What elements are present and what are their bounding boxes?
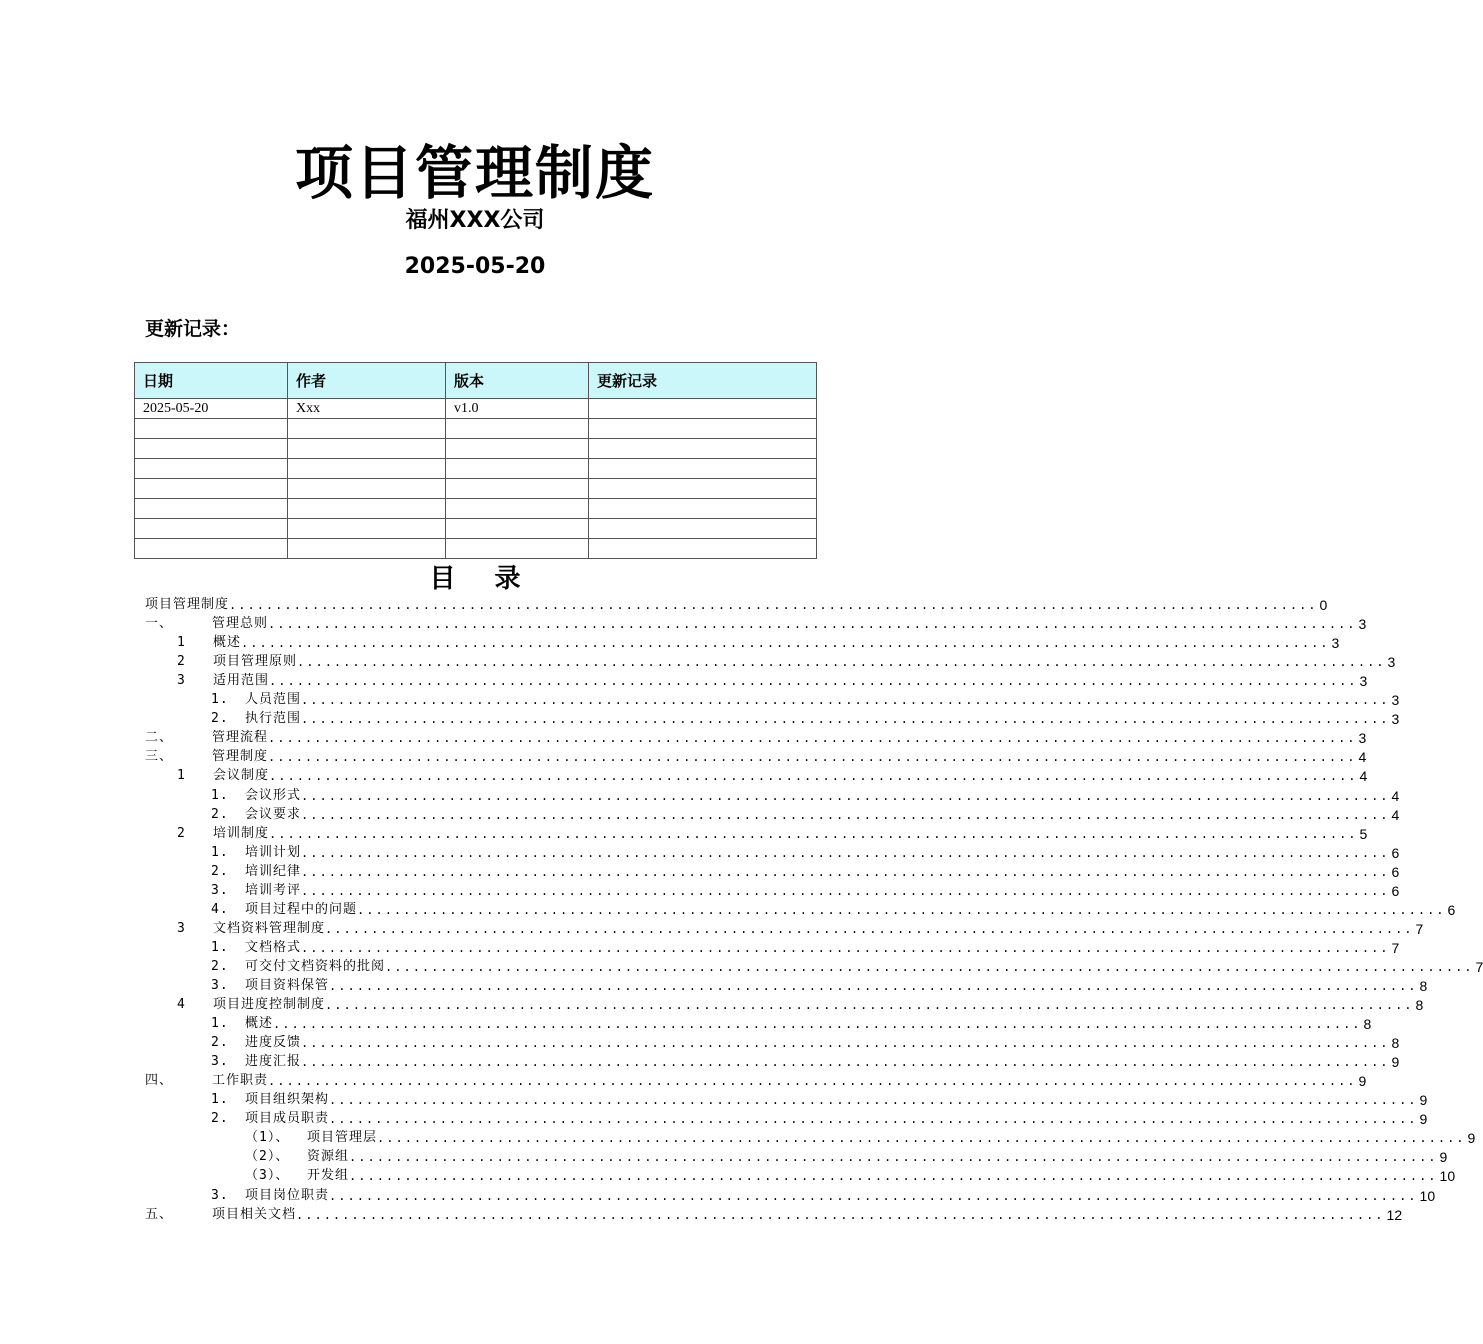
toc-entry-label: 项目资料保管: [245, 977, 330, 993]
toc-entry-page: 4: [1358, 749, 1367, 766]
toc-entry-label: 概述: [245, 1016, 274, 1032]
table-row: [135, 519, 817, 539]
toc-leader-dots: ......................................................................................................................: [325, 921, 1414, 936]
toc-entry[interactable]: [145, 1146, 1448, 1166]
toc-entry-number: 3.: [211, 1187, 229, 1203]
toc-entry-label: 文档资料管理制度: [213, 920, 326, 936]
table-row: [135, 459, 817, 479]
toc-entry-number: 4: [177, 997, 186, 1013]
table-cell: [288, 519, 446, 539]
toc-leader-dots: ......................................................................................................................: [301, 1036, 1390, 1051]
table-cell: [288, 479, 446, 499]
toc-entry-page: 3: [1391, 692, 1400, 709]
toc-leader-dots: ......................................................................................................................: [296, 1207, 1385, 1222]
toc-entry[interactable]: [145, 842, 1400, 861]
toc-entry[interactable]: [145, 1108, 1428, 1128]
toc-leader-dots: ......................................................................................................................: [377, 1131, 1466, 1146]
toc-entry-label: 项目成员职责: [245, 1111, 330, 1127]
toc-entry-label: 工作职责: [212, 1073, 269, 1089]
toc-entry[interactable]: [145, 1051, 1400, 1071]
toc-leader-dots: ......................................................................................................................: [241, 636, 1330, 651]
toc-entry-page: 3: [1358, 616, 1367, 633]
toc-entry-number: 1.: [211, 787, 229, 803]
table-cell: [589, 479, 817, 499]
table-cell: v1.0: [446, 399, 589, 419]
toc-entry-label: 进度汇报: [245, 1054, 302, 1070]
toc-entry-page: 6: [1391, 844, 1400, 861]
toc-entry[interactable]: [145, 861, 1400, 880]
toc-entry-page: 3: [1358, 730, 1367, 747]
table-cell: [446, 519, 589, 539]
toc-entry-page: 3: [1387, 654, 1396, 671]
toc-leader-dots: ......................................................................................................................: [349, 1150, 1438, 1165]
toc-title: 目 录: [429, 564, 521, 594]
toc-entry-number: 四、: [145, 1073, 174, 1089]
toc-leader-dots: ......................................................................................................................: [268, 617, 1357, 632]
toc-entry-number: 1.: [211, 939, 229, 955]
toc-entry[interactable]: [145, 670, 1368, 690]
table-cell: [288, 439, 446, 459]
toc-entry-page: 10: [1419, 1187, 1436, 1204]
toc-entry[interactable]: [145, 937, 1400, 956]
toc-entry-label: 培训考评: [245, 882, 302, 898]
toc-entry-number: 三、: [145, 749, 174, 765]
toc-entry-number: 1.: [211, 692, 229, 708]
table-cell: [288, 459, 446, 479]
toc-entry[interactable]: [145, 994, 1424, 1014]
toc-entry-number: 1: [177, 635, 186, 651]
toc-entry-page: 7: [1391, 939, 1400, 956]
toc-entry[interactable]: [145, 1127, 1476, 1147]
table-cell: [135, 539, 288, 559]
toc-entry[interactable]: [145, 880, 1400, 899]
toc-entry[interactable]: [145, 689, 1400, 709]
toc-entry-page: 4: [1359, 768, 1368, 785]
toc-entry-page: 10: [1439, 1168, 1456, 1185]
table-header-row: [135, 363, 817, 399]
toc-entry[interactable]: [145, 1184, 1436, 1204]
toc-entry-label: 概述: [213, 635, 242, 651]
table-cell: [446, 539, 589, 559]
toc-entry[interactable]: [145, 708, 1400, 728]
toc-leader-dots: ......................................................................................................................: [385, 959, 1474, 974]
table-cell: Xxx: [288, 399, 446, 419]
toc-leader-dots: ......................................................................................................................: [329, 1112, 1418, 1127]
toc-entry-number: 1.: [211, 1016, 229, 1032]
toc-entry-label: 培训纪律: [245, 863, 302, 879]
company-name: 福州XXX公司: [405, 208, 545, 233]
toc-entry-page: 9: [1439, 1149, 1448, 1166]
table-cell: 2025-05-20: [135, 399, 288, 419]
toc-leader-dots: ......................................................................................................................: [329, 978, 1418, 993]
update-record-heading: 更新记录：: [145, 318, 241, 340]
toc-entry-label: 项目管理层: [307, 1130, 378, 1146]
toc-entry-page: 3: [1359, 673, 1368, 690]
toc-entry-number: 一、: [145, 616, 174, 632]
toc-entry-label: 项目岗位职责: [245, 1187, 330, 1203]
toc-leader-dots: ......................................................................................................................: [268, 750, 1357, 765]
toc-entry-page: 6: [1391, 882, 1400, 899]
table-row: [135, 439, 817, 459]
toc-entry-label: 执行范围: [245, 711, 302, 727]
toc-entry-page: 12: [1386, 1206, 1403, 1223]
toc-leader-dots: ......................................................................................................................: [357, 902, 1446, 917]
table-cell: [135, 419, 288, 439]
table-cell: [589, 459, 817, 479]
toc-entry-page: 4: [1391, 787, 1400, 804]
table-cell: [589, 439, 817, 459]
table-cell: [135, 519, 288, 539]
toc-entry-page: 9: [1358, 1073, 1367, 1090]
toc-entry-page: 7: [1415, 920, 1424, 937]
toc-leader-dots: ......................................................................................................................: [229, 598, 1318, 613]
table-cell: [446, 439, 589, 459]
toc-entry-page: 4: [1391, 806, 1400, 823]
toc-entry-page: 9: [1419, 1092, 1428, 1109]
table-row: [135, 419, 817, 439]
toc-entry-number: 3.: [211, 977, 229, 993]
toc-entry-page: 9: [1419, 1111, 1428, 1128]
toc-entry[interactable]: [145, 975, 1428, 994]
toc-entry-label: 适用范围: [213, 673, 270, 689]
toc-entry-label: 文档格式: [245, 939, 302, 955]
toc-entry[interactable]: [145, 765, 1368, 785]
toc-entry-label: 项目过程中的问题: [245, 901, 358, 917]
toc-entry-number: 2: [177, 654, 186, 670]
toc-entry-number: 3: [177, 920, 186, 936]
toc-entry-number: 五、: [145, 1206, 174, 1222]
toc-entry-label: 进度反馈: [245, 1035, 302, 1051]
toc-leader-dots: ......................................................................................................................: [301, 788, 1390, 803]
toc-entry-number: 2: [177, 825, 186, 841]
table-cell: [288, 499, 446, 519]
document-title: 项目管理制度: [294, 139, 655, 207]
toc-entry-number: 2.: [211, 1111, 229, 1127]
table-row: [135, 499, 817, 519]
toc-entry-page: 0: [1319, 597, 1328, 614]
toc-entry[interactable]: [145, 784, 1400, 804]
toc-entry[interactable]: [145, 1070, 1367, 1090]
toc-entry-number: 二、: [145, 730, 174, 746]
toc-entry[interactable]: [145, 899, 1456, 918]
toc-entry-page: 7: [1475, 958, 1483, 975]
toc-entry-label: 管理总则: [212, 616, 269, 632]
table-row: [135, 399, 817, 419]
table-cell: [589, 419, 817, 439]
toc-entry-label: 可交付文档资料的批阅: [245, 958, 386, 974]
toc-entry-page: 5: [1359, 825, 1368, 842]
toc-entry-number: 3: [177, 673, 186, 689]
toc-entry-page: 8: [1391, 1035, 1400, 1052]
toc-entry-number: 3.: [211, 882, 229, 898]
toc-entry-number: （2）、: [245, 1149, 290, 1165]
toc-entry-label: 人员范围: [245, 692, 302, 708]
toc-entry-page: 8: [1363, 1016, 1372, 1033]
toc-entry[interactable]: [145, 746, 1367, 766]
column-header-date: 日期: [135, 363, 288, 399]
toc-leader-dots: ......................................................................................................................: [268, 1074, 1357, 1089]
table-cell: [589, 539, 817, 559]
table-cell: [446, 419, 589, 439]
table-cell: [135, 479, 288, 499]
toc-entry-label: 项目相关文档: [212, 1206, 297, 1222]
table-cell: [589, 399, 817, 419]
toc-entry-number: （1）、: [245, 1130, 290, 1146]
toc-entry[interactable]: [145, 632, 1340, 652]
table-row: [135, 539, 817, 559]
toc-entry[interactable]: [145, 804, 1400, 823]
toc-leader-dots: ......................................................................................................................: [269, 769, 1358, 784]
toc-entry-number: 2.: [211, 711, 229, 727]
toc-entry-label: 管理制度: [212, 749, 269, 765]
toc-leader-dots: ......................................................................................................................: [301, 693, 1390, 708]
table-cell: [589, 519, 817, 539]
toc-leader-dots: ......................................................................................................................: [301, 807, 1390, 822]
toc-entry-number: 1.: [211, 844, 229, 860]
table-cell: [446, 479, 589, 499]
toc-entry-number: 2.: [211, 806, 229, 822]
toc-entry-number: 3.: [211, 1054, 229, 1070]
toc-leader-dots: ......................................................................................................................: [269, 826, 1358, 841]
toc-entry-label: 项目管理原则: [213, 654, 298, 670]
toc-entry-page: 6: [1391, 863, 1400, 880]
toc-entry[interactable]: [145, 823, 1368, 842]
column-header-update: 更新记录: [589, 363, 817, 399]
toc-entry-label: 培训制度: [213, 825, 270, 841]
toc-entry[interactable]: [145, 1013, 1372, 1033]
toc-entry-page: 8: [1419, 977, 1428, 994]
toc-entry[interactable]: [145, 651, 1396, 671]
document-date: 2025-05-20: [404, 254, 546, 279]
toc-entry-page: 3: [1391, 711, 1400, 728]
toc-entry[interactable]: [145, 1165, 1456, 1185]
table-cell: [135, 459, 288, 479]
toc-entry-label: 会议形式: [245, 787, 302, 803]
toc-entry-label: 管理流程: [212, 730, 269, 746]
toc-leader-dots: ......................................................................................................................: [301, 1055, 1390, 1070]
toc-entry-label: 开发组: [307, 1168, 350, 1184]
toc-entry[interactable]: [145, 594, 1328, 614]
column-header-version: 版本: [446, 363, 589, 399]
toc-entry-page: 6: [1447, 901, 1456, 918]
table-cell: [288, 539, 446, 559]
toc-entry-number: 2.: [211, 863, 229, 879]
toc-leader-dots: ......................................................................................................................: [325, 998, 1414, 1013]
toc-entry-number: 2.: [211, 1035, 229, 1051]
table-cell: [288, 419, 446, 439]
column-header-author: 作者: [288, 363, 446, 399]
toc-leader-dots: ......................................................................................................................: [273, 1017, 1362, 1032]
toc-entry-page: 8: [1415, 997, 1424, 1014]
toc-entry-label: 项目组织架构: [245, 1092, 330, 1108]
toc-entry[interactable]: [145, 1204, 1403, 1223]
toc-leader-dots: ......................................................................................................................: [301, 883, 1390, 898]
toc-entry[interactable]: [145, 1032, 1400, 1052]
toc-entry-number: （3）、: [245, 1168, 290, 1184]
toc-leader-dots: ......................................................................................................................: [329, 1093, 1418, 1108]
toc-entry[interactable]: [145, 1089, 1428, 1109]
toc-entry[interactable]: [145, 918, 1424, 937]
table-cell: [135, 499, 288, 519]
toc-leader-dots: ......................................................................................................................: [301, 712, 1390, 727]
toc-leader-dots: ......................................................................................................................: [301, 940, 1390, 955]
toc-entry-label: 会议制度: [213, 768, 270, 784]
toc-entry[interactable]: [145, 956, 1483, 975]
toc-entry-page: 9: [1391, 1054, 1400, 1071]
toc-entry-number: 1.: [211, 1092, 229, 1108]
toc-entry-number: 2.: [211, 958, 229, 974]
update-record-table: [134, 362, 817, 559]
toc-entry-label: 项目管理制度: [145, 597, 230, 613]
toc-entry[interactable]: [145, 613, 1367, 633]
table-cell: [446, 499, 589, 519]
toc-leader-dots: ......................................................................................................................: [329, 1188, 1418, 1203]
toc-leader-dots: ......................................................................................................................: [301, 845, 1390, 860]
table-of-contents: [145, 594, 1483, 1223]
toc-entry-label: 项目进度控制制度: [213, 997, 326, 1013]
toc-leader-dots: ......................................................................................................................: [269, 674, 1358, 689]
toc-leader-dots: ......................................................................................................................: [301, 864, 1390, 879]
toc-entry-label: 培训计划: [245, 844, 302, 860]
table-cell: [135, 439, 288, 459]
toc-entry-number: 1: [177, 768, 186, 784]
toc-entry[interactable]: [145, 727, 1367, 747]
table-row: [135, 479, 817, 499]
table-cell: [589, 499, 817, 519]
toc-entry-page: 9: [1467, 1130, 1476, 1147]
toc-entry-label: 会议要求: [245, 806, 302, 822]
table-cell: [446, 459, 589, 479]
toc-entry-page: 3: [1331, 635, 1340, 652]
toc-leader-dots: ......................................................................................................................: [268, 731, 1357, 746]
toc-entry-label: 资源组: [307, 1149, 350, 1165]
toc-leader-dots: ......................................................................................................................: [297, 655, 1386, 670]
toc-leader-dots: ......................................................................................................................: [349, 1169, 1438, 1184]
toc-entry-number: 4.: [211, 901, 229, 917]
